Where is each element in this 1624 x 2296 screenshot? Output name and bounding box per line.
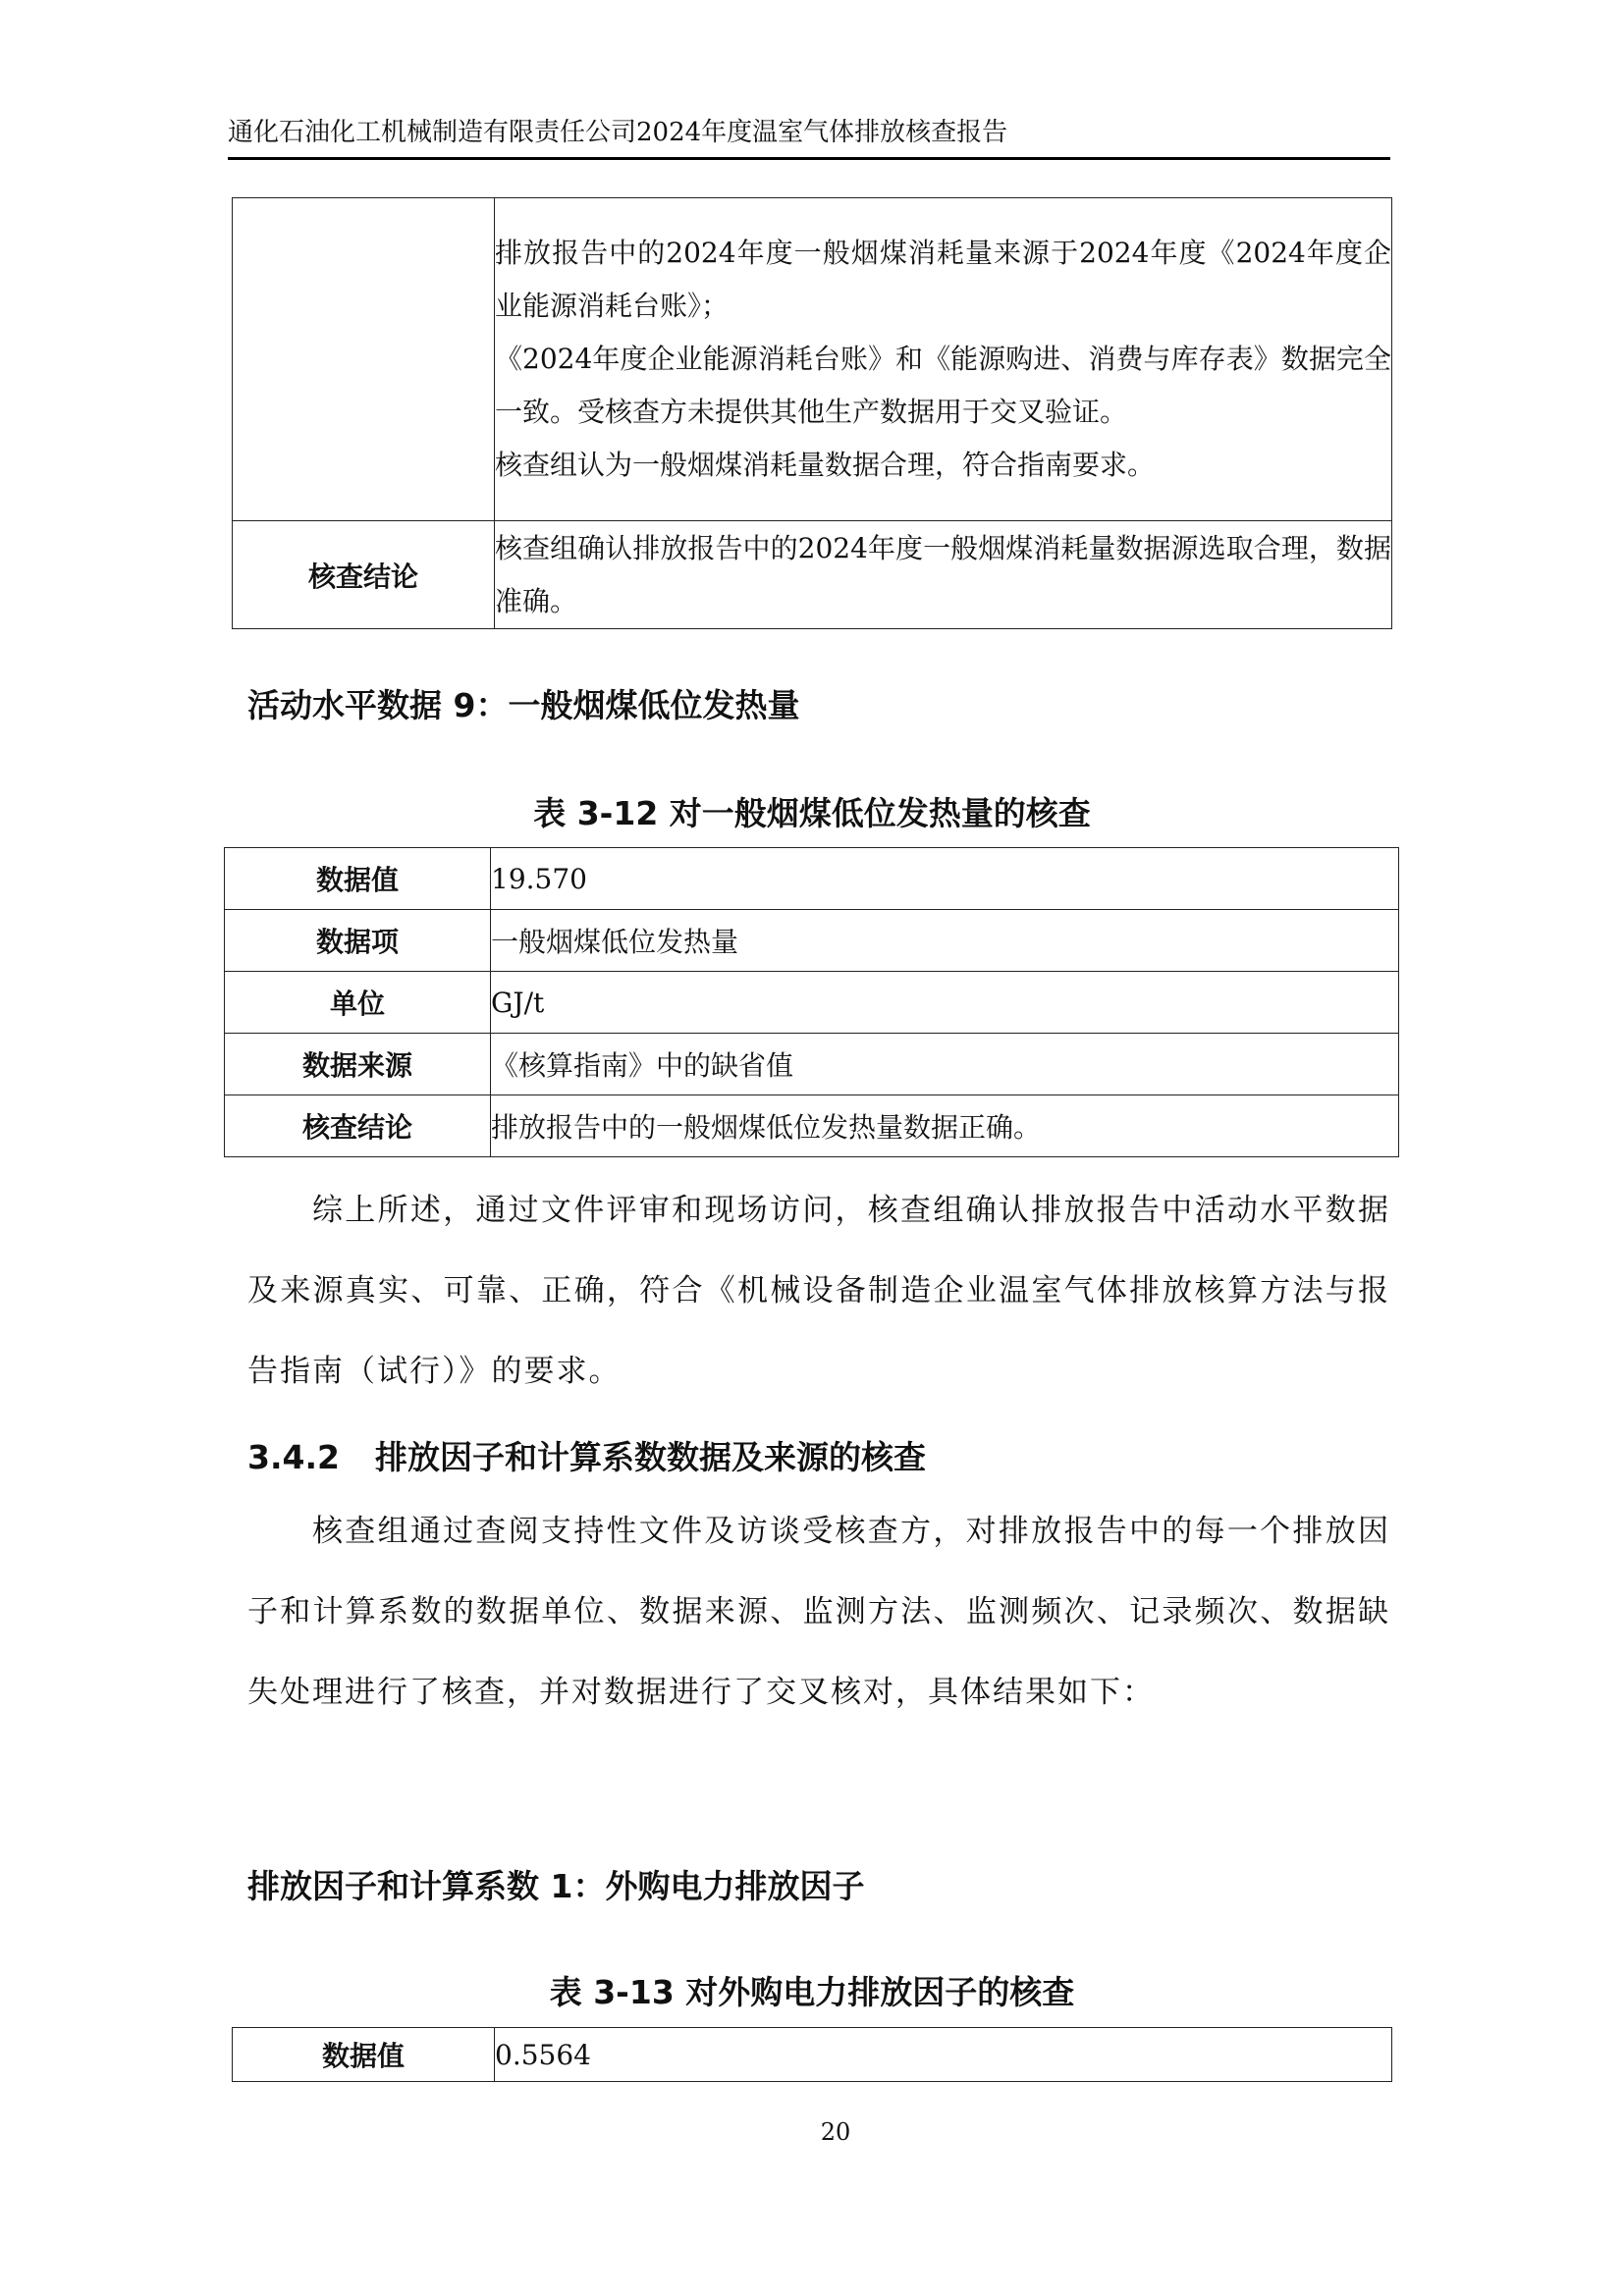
table-key-cell: 数据项 [225,910,491,972]
running-header: 通化石油化工机械制造有限责任公司2024年度温室气体排放核查报告 [228,118,1008,147]
section-heading-3-4-2 [247,1432,926,1478]
table-value-cell: 《核算指南》中的缺省值 [491,1034,1399,1095]
section-heading-activity-9: 活动水平数据 9：一般烟煤低位发热量 [247,686,800,724]
table-row [225,1095,1399,1157]
table-value-line: 核查组确认排放报告中的2024年度一般烟煤消耗量数据源选取合理，数据准确。 [495,531,1391,617]
section-heading-factor-1: 排放因子和计算系数 1：外购电力排放因子 [247,1867,865,1905]
table-row [225,1034,1399,1095]
section-title: 排放因子和计算系数数据及来源的核查 [374,1438,926,1476]
table-row [233,521,1392,629]
page-number: 20 [820,2118,851,2146]
table-value-cell [495,521,1392,629]
table-value-line: 《2024年度企业能源消耗台账》和《能源购进、消费与库存表》数据完全一致。受核查方未提供其他生产数据用于交叉验证。 [495,343,1391,428]
table-value-cell: GJ/t [491,972,1399,1034]
table-key-cell: 核查结论 [233,521,495,629]
table-key-cell [233,198,495,521]
header-rule [228,157,1390,160]
section-3-4-2-paragraph [247,1491,1390,1733]
paragraph-text: 综上所述，通过文件评审和现场访问，核查组确认排放报告中活动水平数据及来源真实、可靠、正确，符合《机械设备制造企业温室气体排放核算方法与报告指南（试行）》的要求。 [247,1193,1390,1389]
table-value-line: 核查组认为一般烟煤消耗量数据合理，符合指南要求。 [495,449,1156,481]
table-value-cell: 一般烟煤低位发热量 [491,910,1399,972]
table-3-12 [224,847,1399,1157]
table-value-cell [495,198,1392,521]
table-row [225,910,1399,972]
table-value-cell: 排放报告中的一般烟煤低位发热量数据正确。 [491,1095,1399,1157]
continued-table [232,197,1392,629]
table-3-13 [232,2027,1392,2082]
table-value-cell: 19.570 [491,848,1399,910]
table-key-cell: 数据值 [233,2028,495,2082]
table-row [233,198,1392,521]
table-caption-3-12: 表 3-12 对一般烟煤低位发热量的核查 [533,794,1091,832]
table-key-cell: 数据值 [225,848,491,910]
table-row [225,848,1399,910]
table-caption-3-13: 表 3-13 对外购电力排放因子的核查 [549,1973,1075,2011]
table-value-cell: 0.5564 [495,2028,1392,2082]
summary-paragraph [247,1170,1390,1412]
section-number: 3.4.2 [247,1438,340,1476]
table-key-cell: 数据来源 [225,1034,491,1095]
table-row [225,972,1399,1034]
table-key-cell: 核查结论 [225,1095,491,1157]
table-row [233,2028,1392,2082]
table-value-line: 排放报告中的2024年度一般烟煤消耗量来源于2024年度《2024年度企业能源消耗台账》； [495,237,1391,322]
table-key-cell: 单位 [225,972,491,1034]
paragraph-text: 核查组通过查阅支持性文件及访谈受核查方，对排放报告中的每一个排放因子和计算系数的数据单位、数据来源、监测方法、监测频次、记录频次、数据缺失处理进行了核查，并对数据进行了交叉核对，具体结果如下： [247,1514,1390,1710]
